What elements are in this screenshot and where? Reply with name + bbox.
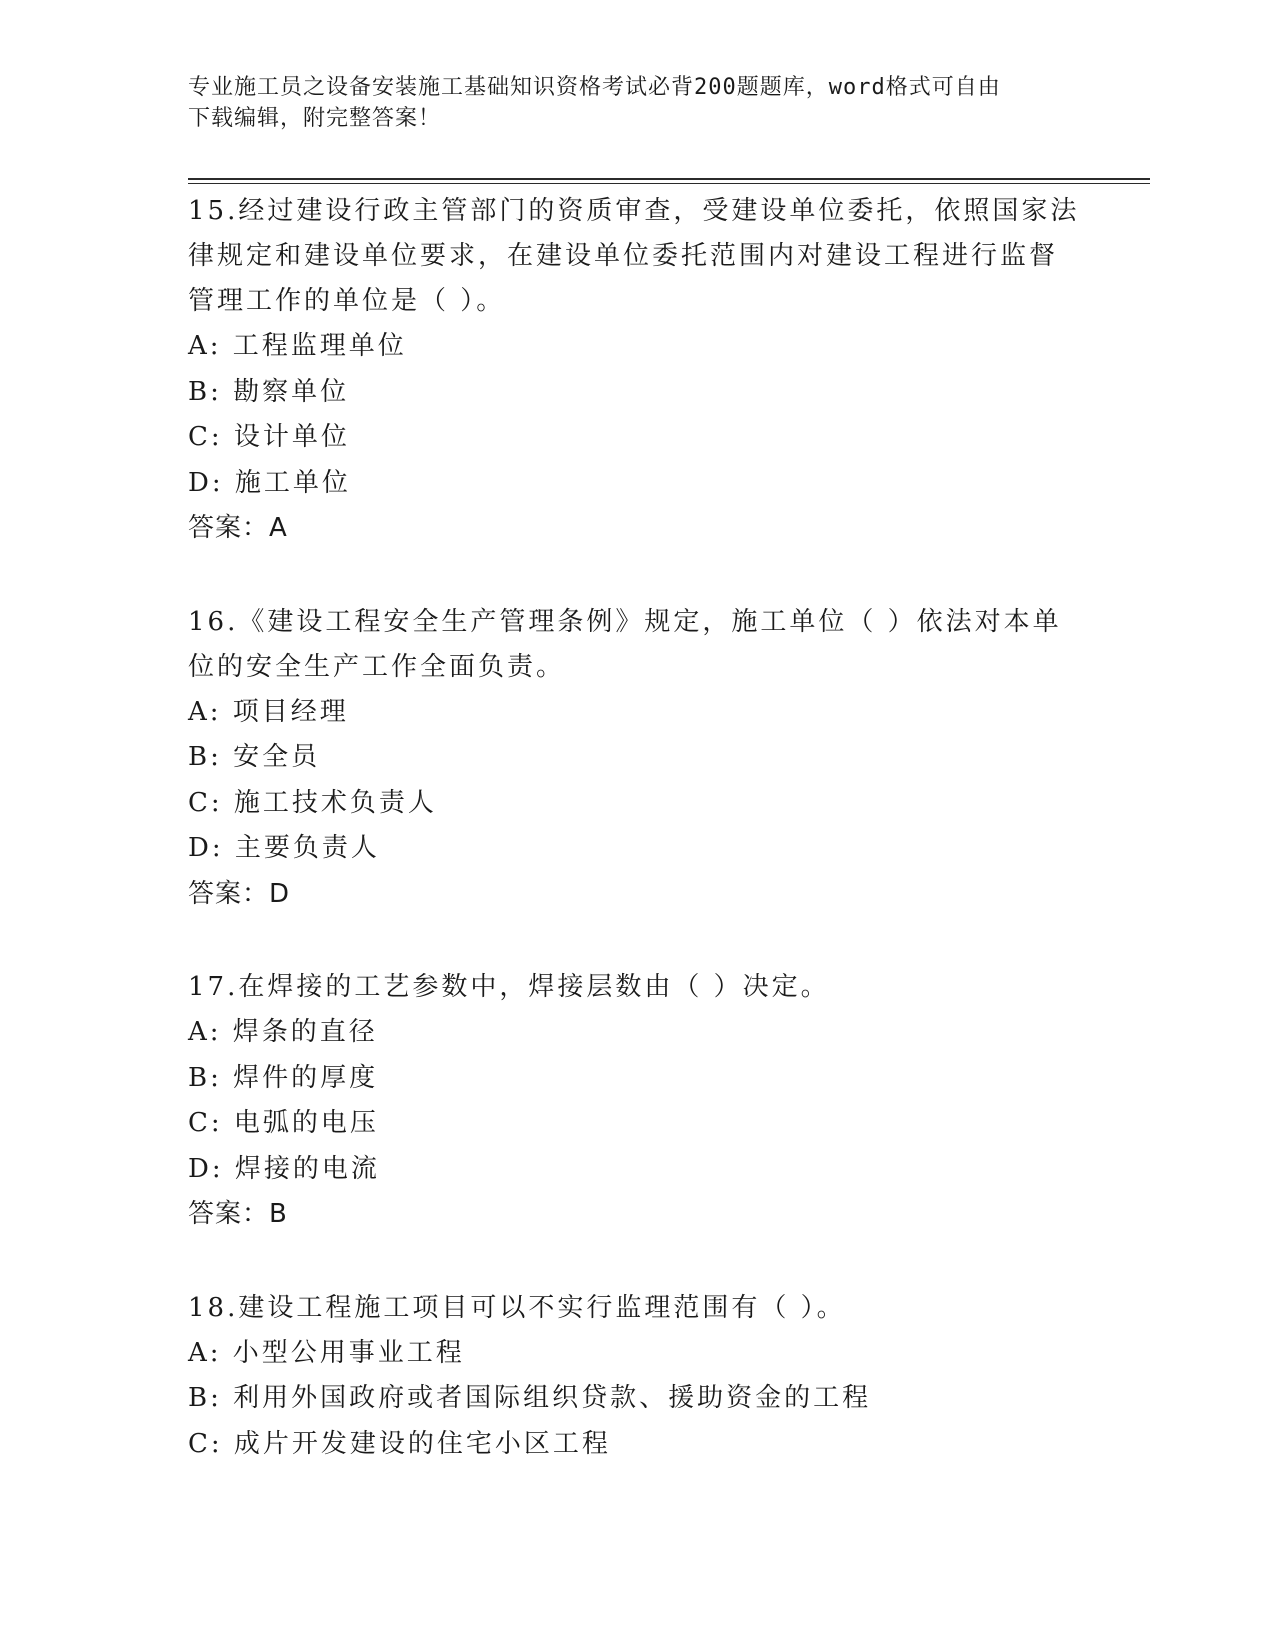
answer: 答案：A bbox=[188, 513, 288, 543]
question-text-line: 律规定和建设单位要求，在建设单位委托范围内对建设工程进行监督 bbox=[188, 241, 1059, 271]
option-b: B: 焊件的厚度 bbox=[188, 1062, 379, 1093]
header-divider-thick bbox=[188, 178, 1150, 180]
header-line-2: 下载编辑，附完整答案！ bbox=[188, 106, 442, 131]
option-a: A: 工程监理单位 bbox=[188, 331, 407, 361]
answer: 答案：B bbox=[188, 1199, 288, 1229]
document-header bbox=[188, 72, 1088, 134]
question-text-line: 管理工作的单位是（ ）。 bbox=[188, 286, 506, 316]
header-divider-thin bbox=[188, 183, 1150, 184]
question-18 bbox=[188, 1286, 1088, 1468]
question-text bbox=[188, 965, 1088, 1010]
question-15 bbox=[188, 189, 1088, 552]
option-b: B: 勘察单位 bbox=[188, 376, 350, 407]
option-a: A: 小型公用事业工程 bbox=[188, 1337, 465, 1368]
question-text bbox=[188, 189, 1088, 324]
option-d: D: 焊接的电流 bbox=[188, 1153, 380, 1184]
option-a: A: 焊条的直径 bbox=[188, 1017, 378, 1047]
option-c: C: 设计单位 bbox=[188, 422, 350, 452]
question-text-line: 17.在焊接的工艺参数中，焊接层数由（ ）决定。 bbox=[188, 972, 830, 1002]
question-text bbox=[188, 1286, 1088, 1331]
option-d: D: 主要负责人 bbox=[188, 833, 380, 863]
question-text-line: 15.经过建设行政主管部门的资质审查，受建设单位委托，依照国家法 bbox=[188, 196, 1080, 226]
option-c: C: 电弧的电压 bbox=[188, 1108, 379, 1138]
question-list bbox=[188, 189, 1088, 1515]
question-text bbox=[188, 600, 1088, 690]
header-line-1: 专业施工员之设备安装施工基础知识资格考试必背200题题库，word格式可自由 bbox=[188, 75, 1001, 100]
question-text-line: 16.《建设工程安全生产管理条例》规定，施工单位（ ）依法对本单 bbox=[188, 606, 1062, 637]
question-17 bbox=[188, 965, 1088, 1238]
question-text-line: 18.建设工程施工项目可以不实行监理范围有（ ）。 bbox=[188, 1292, 846, 1323]
option-b: B: 利用外国政府或者国际组织贷款、援助资金的工程 bbox=[188, 1383, 872, 1413]
answer: 答案：D bbox=[188, 878, 291, 909]
option-d: D: 施工单位 bbox=[188, 467, 351, 498]
question-text-line: 位的安全生产工作全面负责。 bbox=[188, 651, 566, 682]
option-a: A: 项目经理 bbox=[188, 696, 349, 727]
option-c: C: 施工技术负责人 bbox=[188, 787, 437, 818]
option-c: C: 成片开发建设的住宅小区工程 bbox=[188, 1428, 611, 1459]
option-b: B: 安全员 bbox=[188, 742, 321, 772]
question-16 bbox=[188, 600, 1088, 918]
